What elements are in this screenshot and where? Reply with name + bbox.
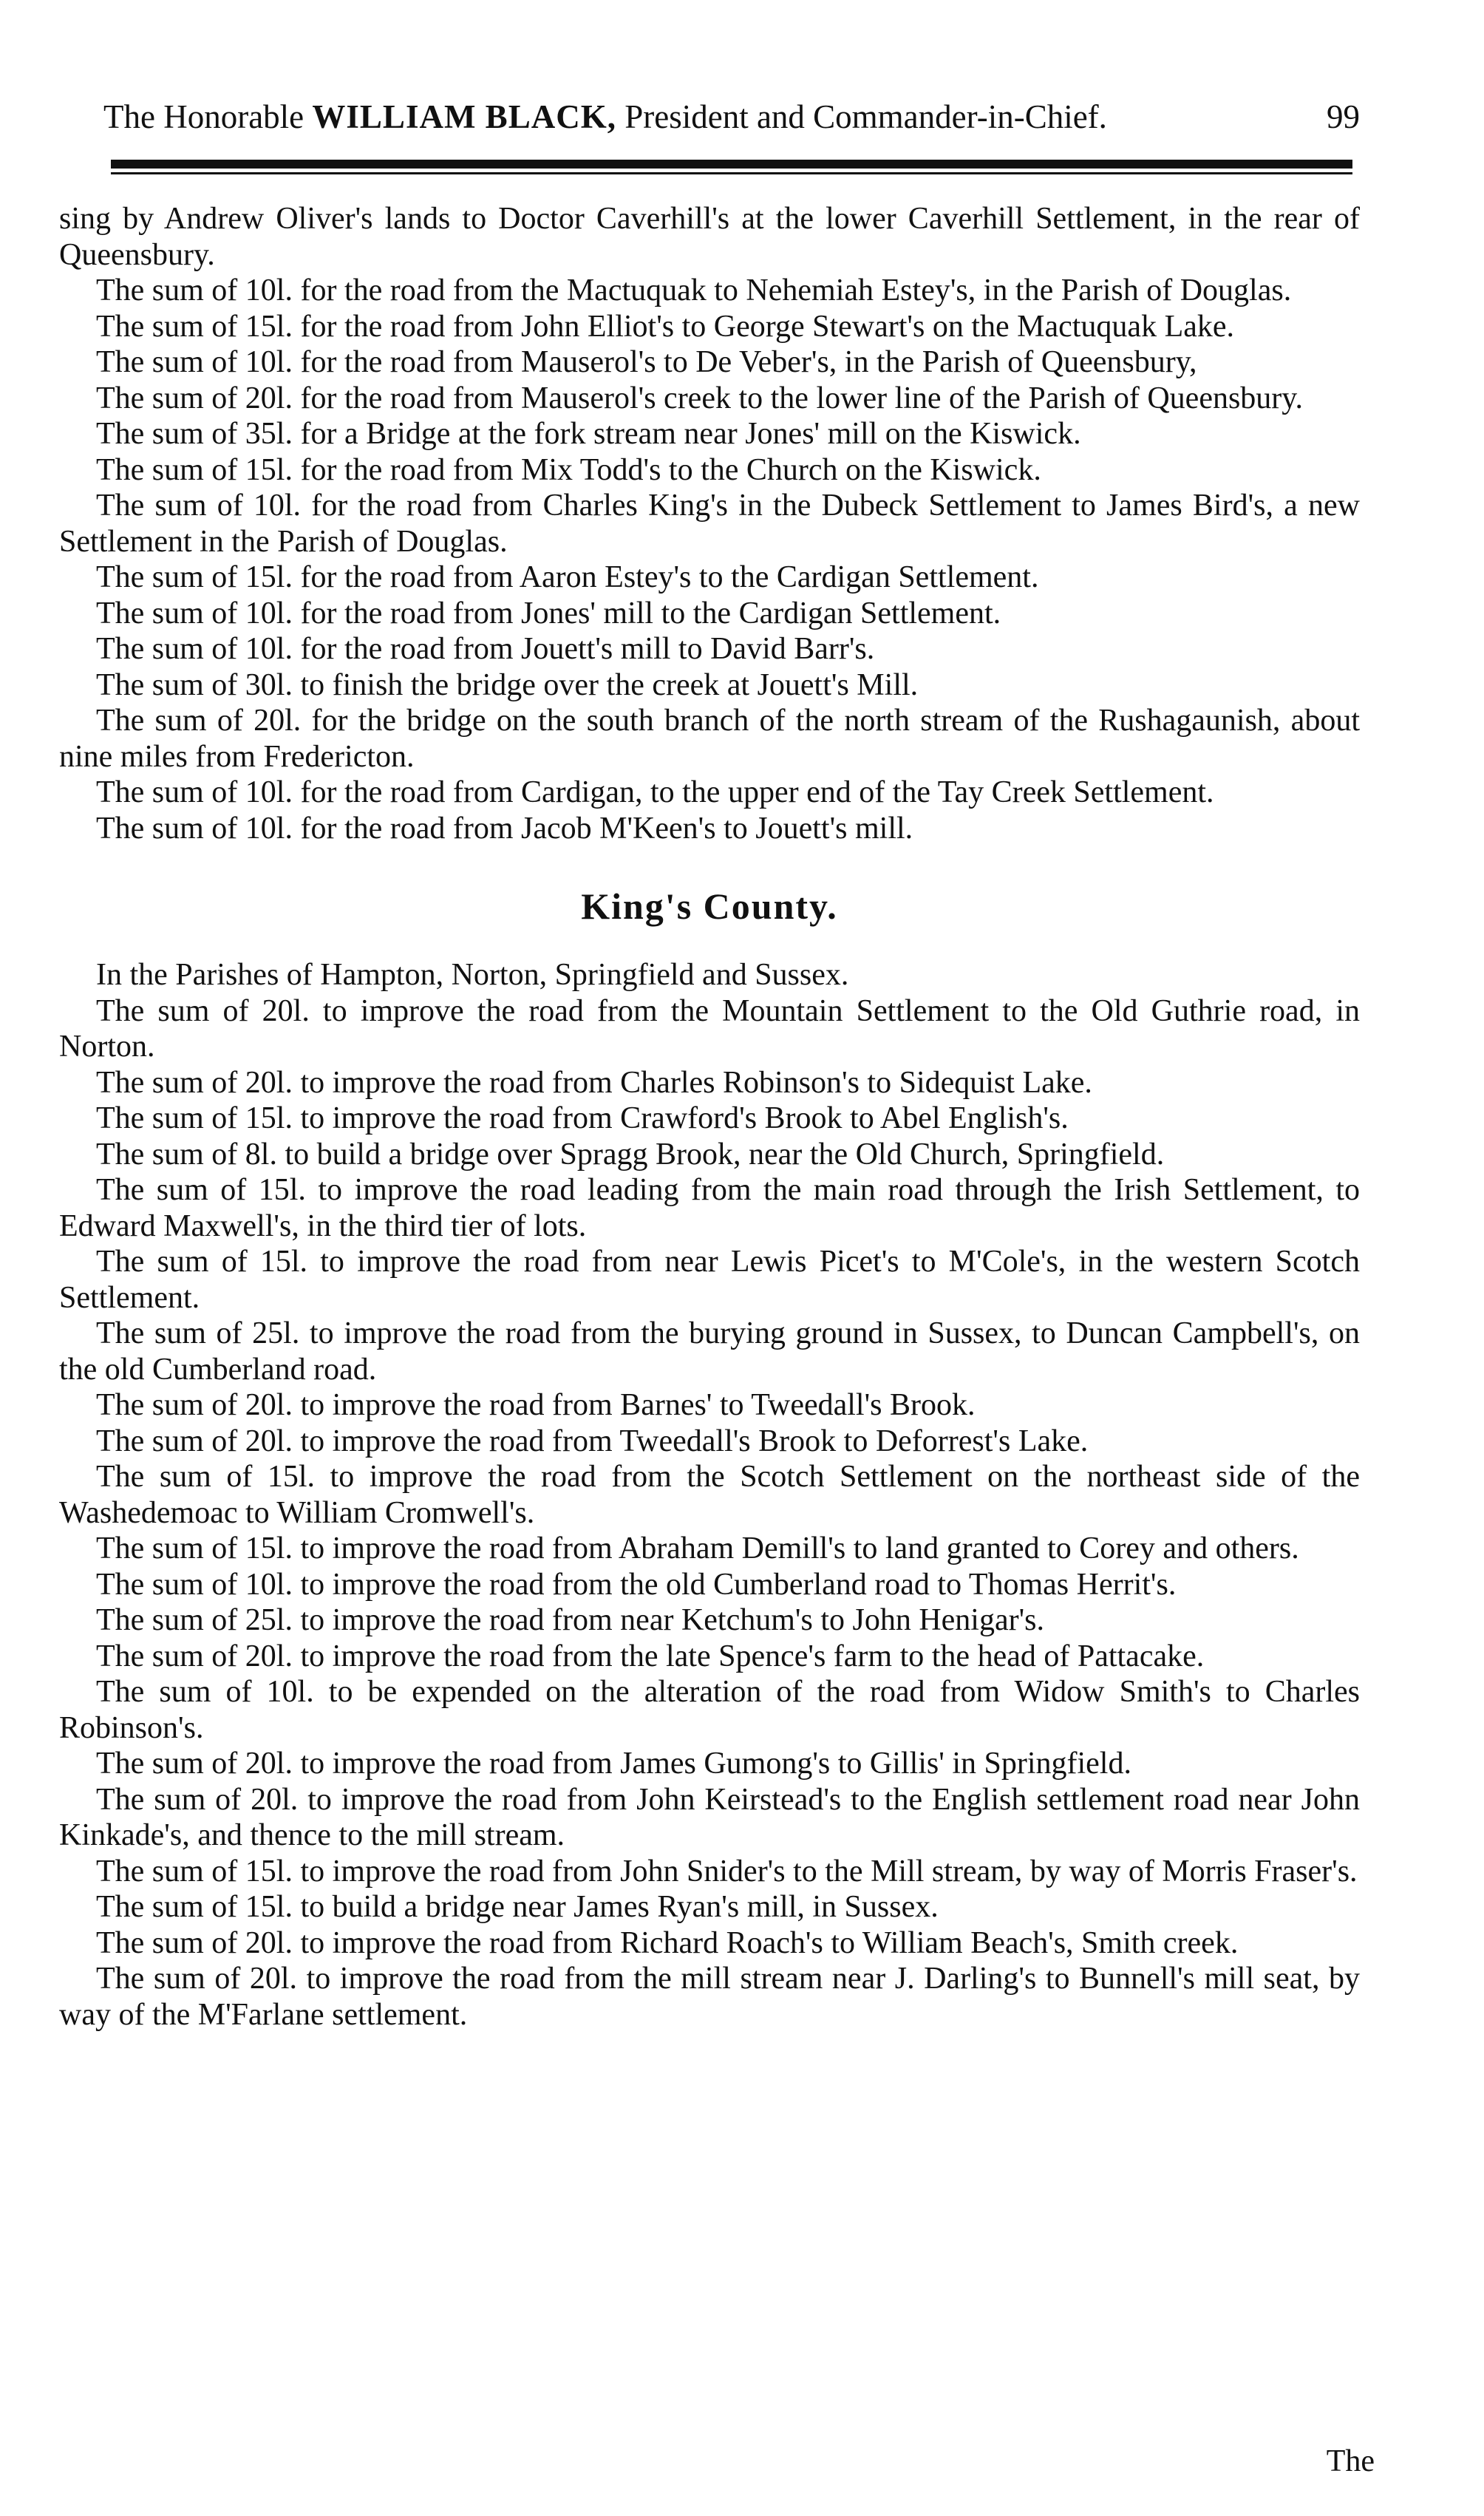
paragraph: The sum of 20l. to improve the road from the Mountain Settlement to the Old Guthrie road, in Norton. xyxy=(59,993,1360,1064)
header-rule-thin xyxy=(111,172,1352,174)
paragraph: The sum of 20l. for the road from Mauserol's creek to the lower line of the Parish of Queensbury. xyxy=(96,381,1304,415)
running-header xyxy=(103,87,1360,146)
paragraph: sing by Andrew Oliver's lands to Doctor Caverhill's at the lower Caverhill Settlement, in the rear of Queensbury. xyxy=(59,202,1360,272)
paragraph: The sum of 20l. to improve the road from the late Spence's farm to the head of Pattacake. xyxy=(96,1639,1205,1673)
header-rule-thick xyxy=(111,160,1352,169)
paragraph: The sum of 15l. for the road from Mix Todd's to the Church on the Kiswick. xyxy=(96,452,1041,487)
paragraph: The sum of 20l. to improve the road from James Gumong's to Gillis' in Springfield. xyxy=(96,1747,1131,1781)
paragraph: The sum of 20l. to improve the road from Charles Robinson's to Sidequist Lake. xyxy=(96,1065,1092,1100)
continued-appropriations xyxy=(59,201,1360,846)
paragraph: The sum of 25l. to improve the road from the burying ground in Sussex, to Duncan Campbell's, on the old Cumberland road. xyxy=(59,1316,1360,1387)
paragraph: The sum of 15l. to improve the road from the Scotch Settlement on the northeast side of the Washedemoac to William Cromwell's. xyxy=(59,1460,1360,1530)
paragraph: The sum of 15l. to improve the road leading from the main road through the Irish Settlement, to Edward Maxwell's, in the third tier of lots. xyxy=(59,1173,1360,1243)
paragraph: The sum of 15l. for the road from John Elliot's to George Stewart's on the Mactuquak Lake. xyxy=(96,309,1235,344)
paragraph: The sum of 20l. to improve the road from Richard Roach's to William Beach's, Smith creek. xyxy=(96,1925,1239,1960)
paragraph: The sum of 10l. for the road from Mauserol's to De Veber's, in the Parish of Queensbury, xyxy=(96,345,1197,379)
paragraph: The sum of 15l. to improve the road from John Snider's to the Mill stream, by way of Morris Fraser's. xyxy=(96,1854,1358,1888)
paragraph: The sum of 35l. for a Bridge at the fork stream near Jones' mill on the Kiswick. xyxy=(96,417,1081,451)
paragraph: The sum of 10l. for the road from Jouett's mill to David Barr's. xyxy=(96,632,875,666)
paragraph: The sum of 15l. to improve the road from Crawford's Brook to Abel English's. xyxy=(96,1101,1069,1135)
paragraph: The sum of 8l. to build a bridge over Spragg Brook, near the Old Church, Springfield. xyxy=(96,1137,1165,1172)
paragraph: The sum of 20l. to improve the road from John Keirstead's to the English settlement road near John Kinkade's, and thence to the mill stream. xyxy=(59,1782,1360,1852)
paragraph: The sum of 20l. to improve the road from the mill stream near J. Darling's to Bunnell's mill seat, by way of the M'Farlane settlement. xyxy=(59,1962,1360,2032)
paragraph: The sum of 20l. for the bridge on the south branch of the north stream of the Rushagaunish, about nine miles from Fredericton. xyxy=(59,704,1360,774)
body-text xyxy=(59,201,1360,2033)
paragraph: The sum of 30l. to finish the bridge over the creek at Jouett's Mill. xyxy=(96,667,919,702)
paragraph: The sum of 10l. for the road from Jacob M'Keen's to Jouett's mill. xyxy=(96,811,913,846)
catchword: The xyxy=(1326,2444,1375,2478)
paragraph: The sum of 15l. for the road from Aaron Estey's to the Cardigan Settlement. xyxy=(96,560,1039,594)
paragraph: The sum of 20l. to improve the road from Barnes' to Tweedall's Brook. xyxy=(96,1388,976,1422)
paragraph: The sum of 20l. to improve the road from Tweedall's Brook to Deforrest's Lake. xyxy=(96,1424,1089,1458)
paragraph: The sum of 15l. to build a bridge near James Ryan's mill, in Sussex. xyxy=(96,1890,939,1924)
header-name: WILLIAM BLACK, xyxy=(312,98,616,135)
paragraph: The sum of 10l. for the road from Charles King's in the Dubeck Settlement to James Bird's, a new Settlement in the Parish of Douglas. xyxy=(59,489,1360,559)
paragraph: The sum of 10l. to improve the road from the old Cumberland road to Thomas Herrit's. xyxy=(96,1567,1177,1602)
paragraph: The sum of 15l. to improve the road from near Lewis Picet's to M'Cole's, in the western Scotch Settlement. xyxy=(59,1245,1360,1315)
paragraph: The sum of 10l. for the road from the Mactuquak to Nehemiah Estey's, in the Parish of Douglas. xyxy=(96,273,1292,307)
header-suffix: President and Commander-in-Chief. xyxy=(624,98,1107,135)
paragraph: The sum of 25l. to improve the road from near Ketchum's to John Henigar's. xyxy=(96,1603,1045,1637)
kings-county-appropriations xyxy=(59,957,1360,2033)
paragraph: The sum of 10l. for the road from Jones' mill to the Cardigan Settlement. xyxy=(96,596,1001,630)
paragraph: The sum of 10l. for the road from Cardigan, to the upper end of the Tay Creek Settlement. xyxy=(96,775,1214,809)
page-number: 99 xyxy=(1327,98,1360,135)
paragraph: In the Parishes of Hampton, Norton, Springfield and Sussex. xyxy=(96,958,849,992)
paragraph: The sum of 10l. to be expended on the alteration of the road from Widow Smith's to Charles Robinson's. xyxy=(59,1675,1360,1745)
paragraph: The sum of 15l. to improve the road from Abraham Demill's to land granted to Corey and others. xyxy=(96,1531,1299,1565)
section-heading: King's County. xyxy=(581,885,838,927)
header-prefix: The Honorable xyxy=(103,98,304,135)
